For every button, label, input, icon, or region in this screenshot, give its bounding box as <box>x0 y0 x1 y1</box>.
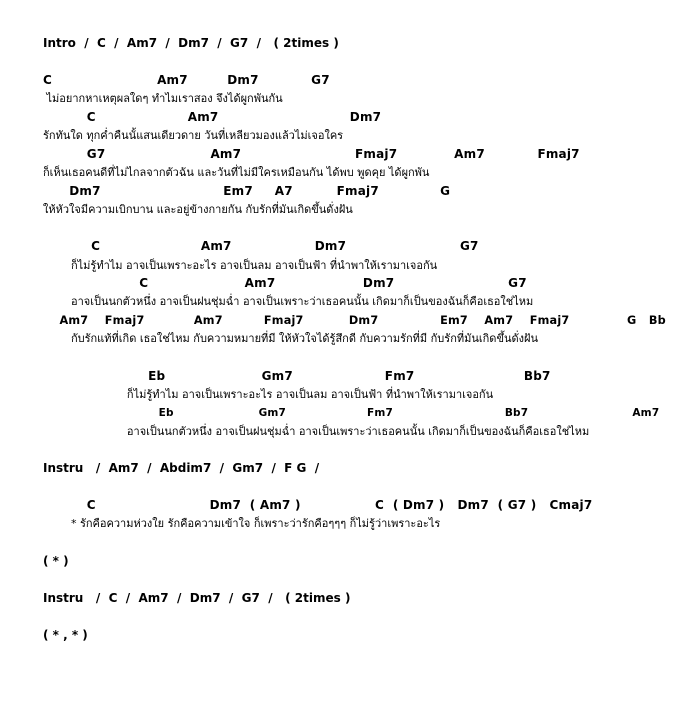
instru-line-2: Instru / C / Am7 / Dm7 / G7 / ( 2times ) <box>43 591 351 605</box>
verse1-chords-2: C Am7 Dm7 <box>43 110 382 124</box>
chorus2-lyric-1: ก็ไม่รู้ทำไม อาจเป็นเพราะอะไร อาจเป็นลม อาจเป็นฟ้า ที่นำพาให้เรามาเจอกัน <box>43 388 494 401</box>
bridge-lyric: * รักคือความห่วงใย รักคือความเข้าใจ ก็เพราะว่ารักคือๆๆๆ ก็ไม่รู้ว่าเพราะอะไร <box>43 517 441 530</box>
verse1-lyric-1: ไม่อยากหาเหตุผลใดๆ ทำไมเราสอง จึงได้ผูกพันกัน <box>43 92 283 105</box>
chorus1-lyric-2: อาจเป็นนกตัวหนึ่ง อาจเป็นฝนชุ่มฉ่ำ อาจเป็นเพราะว่าเธอคนนั้น เกิดมาก็เป็นของฉันก็คือเธอใช่ไหม <box>43 295 534 308</box>
verse1-lyric-2: รักทันใด ทุกค่ำคืนนั้แสนเดียวดาย วันที่เหลียวมองแล้วไม่เจอใคร <box>43 129 344 142</box>
chorus2-chords-2: Eb Gm7 Fm7 Bb7 Am7 <box>43 407 660 419</box>
chorus1-chords-3: Am7 Fmaj7 Am7 Fmaj7 Dm7 Em7 Am7 Fmaj7 G Bb <box>43 314 666 327</box>
repeat-marker-1: ( * ) <box>43 554 69 568</box>
chorus1-chords-2: C Am7 Dm7 G7 <box>43 276 527 290</box>
verse1-lyric-4: ให้หัวใจมีความเบิกบาน และอยู่ข้างกายกัน กับรักที่มันเกิดขึ้นดั่งฝัน <box>43 203 353 216</box>
chorus1-lyric-3: กับรักแท้ที่เกิด เธอใช่ไหม กับความหมายที่มี ให้หัวใจได้รู้สึกดี กับความรักที่มี กับรักที่มันเกิดขึ้นดั่งฝัน <box>43 332 538 345</box>
chorus1-lyric-1: ก็ไม่รู้ทำไม อาจเป็นเพราะอะไร อาจเป็นลม อาจเป็นฟ้า ที่นำพาให้เรามาเจอกัน <box>43 259 438 272</box>
verse1-chords-3: G7 Am7 Fmaj7 Am7 Fmaj7 <box>43 147 580 161</box>
verse1-chords-1: C Am7 Dm7 G7 <box>43 73 330 87</box>
instru-line-1: Instru / Am7 / Abdim7 / Gm7 / F G / <box>43 461 320 475</box>
chorus2-chords-1: Eb Gm7 Fm7 Bb7 <box>43 369 551 383</box>
intro-line: Intro / C / Am7 / Dm7 / G7 / ( 2times ) <box>43 36 339 50</box>
verse1-chords-4: Dm7 Em7 A7 Fmaj7 G <box>43 184 451 198</box>
repeat-marker-2: ( * , * ) <box>43 628 88 642</box>
chorus1-chords-1: C Am7 Dm7 G7 <box>43 239 479 253</box>
bridge-chords: C Dm7 ( Am7 ) C ( Dm7 ) Dm7 ( G7 ) Cmaj7 <box>43 498 593 512</box>
verse1-lyric-3: ก็เห็นเธอคนดีที่ไม่ไกลจากตัวฉัน และวันที่ไม่มีใครเหมือนกัน ได้พบ พูดคุย ได้ผูกพัน <box>43 166 430 179</box>
chorus2-lyric-2: อาจเป็นนกตัวหนึ่ง อาจเป็นฝนชุ่มฉ่ำ อาจเป็นเพราะว่าเธอคนนั้น เกิดมาก็เป็นของฉันก็คือเธอใช่ไหม <box>43 425 590 438</box>
